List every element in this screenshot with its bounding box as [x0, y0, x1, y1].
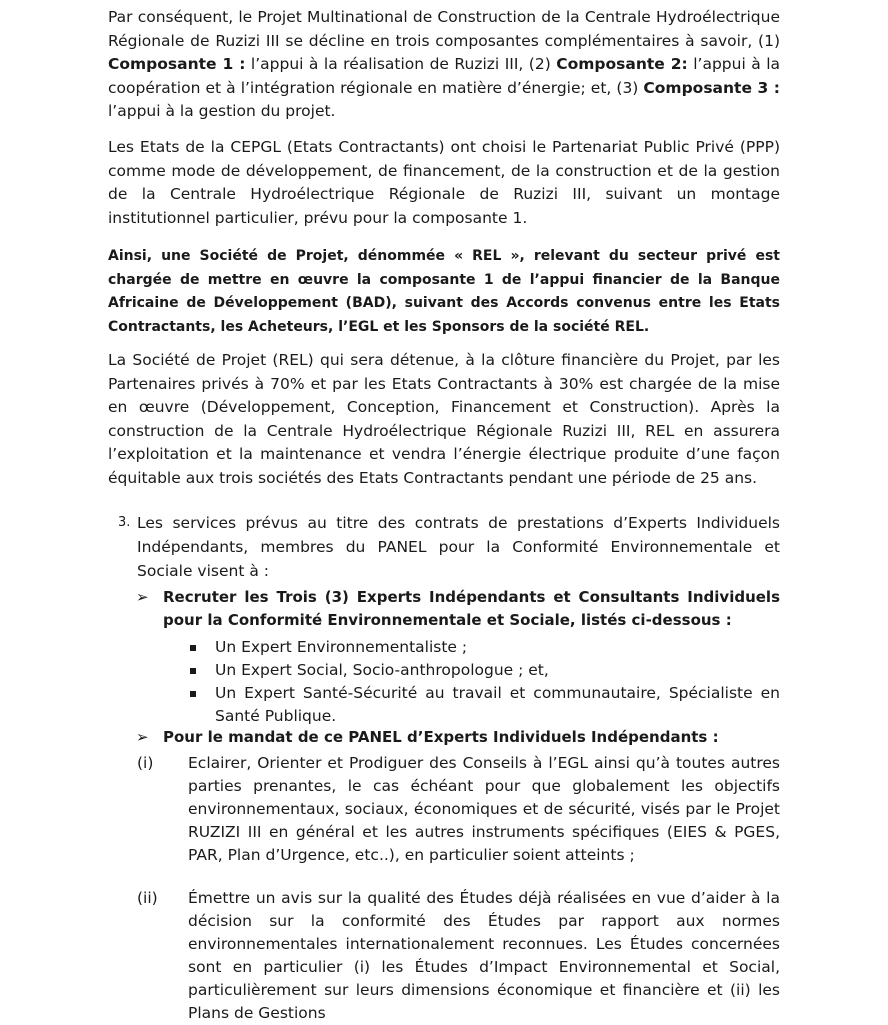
composante-1-label: Composante 1 : — [108, 55, 246, 73]
square-bullet-icon — [190, 645, 196, 651]
composante-2-label: Composante 2: — [556, 55, 688, 73]
roman-item-text: Émettre un avis sur la qualité des Études déjà réalisées en vue d’aider à la décision sur la conformité des Études par rapport aux normes environnementales internationalement reconnues. Les Études concernées sont en particulier (i) les Études d’Impact Environnemental et Social, particulièrement sur leurs dimensions économique et financière et (ii) les Plans de Gestions — [188, 889, 780, 1022]
list-item — [108, 636, 780, 659]
arrow-item-text: Recruter les Trois (3) Experts Indépendants et Consultants Individuels pour la Conformité Environnementale et Sociale, listés ci-dessous : — [163, 588, 780, 629]
square-bullet-icon — [190, 668, 196, 674]
list-item-text: Un Expert Environnementaliste ; — [215, 638, 468, 656]
list-item-text: Un Expert Social, Socio-anthropologue ; et, — [215, 661, 549, 679]
paragraph-text: l’appui à la gestion du projet. — [108, 102, 336, 120]
expert-bullet-list — [108, 636, 780, 728]
list-item-text: Un Expert Santé-Sécurité au travail et communautaire, Spécialiste en Santé Publique. — [215, 684, 780, 725]
roman-item-text: Eclairer, Orienter et Prodiguer des Conseils à l’EGL ainsi qu’à toutes autres parties prenantes, le cas échéant pour que globalement les objectifs environnementaux, sociaux, économiques et de sécurité, visés par le Projet RUZIZI III en général et les autres instruments spécifiques (EIES & PGES, PAR, Plan d’Urgence, etc..), en particulier soient atteints ; — [188, 754, 780, 864]
item-number: 3. — [118, 515, 131, 530]
paragraph-text: l’appui à la coopération et à l’intégration régionale en matière d’énergie; et, (3) — [108, 55, 780, 97]
roman-numeral: (i) — [137, 754, 154, 772]
paragraph-rel-bold: Ainsi, une Société de Projet, dénommée « REL », relevant du secteur privé est chargée de mettre en œuvre la composante 1 de l’appui financier de la Banque Africaine de Développement (BAD), suivant des Accords convenus entre les Etats Contractants, les Acheteurs, l’EGL et les Sponsors de la société REL. — [108, 248, 780, 335]
paragraph-text: l’appui à la réalisation de Ruzizi III, (2) — [245, 55, 557, 73]
arrow-bullet-icon: ➢ — [136, 728, 149, 746]
roman-numeral: (ii) — [137, 889, 158, 907]
composante-3-label: Composante 3 : — [643, 78, 780, 97]
square-bullet-icon — [190, 691, 196, 697]
paragraph-ppp: Les Etats de la CEPGL (Etats Contractants) ont choisi le Partenariat Public Privé (PPP) comme mode de développement, de financement, de la construction et de la gestion de la Centrale Hydroélectrique Régionale de Ruzizi III, suivant un montage institutionnel particulier, prévu pour la composante 1. — [108, 138, 780, 227]
arrow-bullet-icon: ➢ — [136, 588, 149, 606]
item-text: Les services prévus au titre des contrats de prestations d’Experts Individuels Indépendants, membres du PANEL pour la Conformité Environnementale et Sociale visent à : — [137, 514, 780, 580]
list-item — [108, 682, 780, 728]
paragraph-composantes — [108, 6, 780, 124]
list-item — [108, 659, 780, 682]
paragraph-text: Par conséquent, le Projet Multinational de Construction de la Centrale Hydroélectrique Régionale de Ruzizi III se décline en trois composantes complémentaires à savoir, (1) — [108, 8, 780, 50]
paragraph-societe-projet: La Société de Projet (REL) qui sera détenue, à la clôture financière du Projet, par les Partenaires privés à 70% et par les Etats Contractants à 30% est chargée de la mise en œuvre (Développement, Conception, Financement et Construction). Après la construction de la Centrale Hydroélectrique Régionale Ruzizi III, REL en assurera l’exploitation et la maintenance et vendra l’énergie électrique produite d’une façon équitable aux trois sociétés des Etats Contractants pendant une période de 25 ans. — [108, 351, 780, 487]
arrow-item-text: Pour le mandat de ce PANEL d’Experts Individuels Indépendants : — [163, 728, 719, 746]
